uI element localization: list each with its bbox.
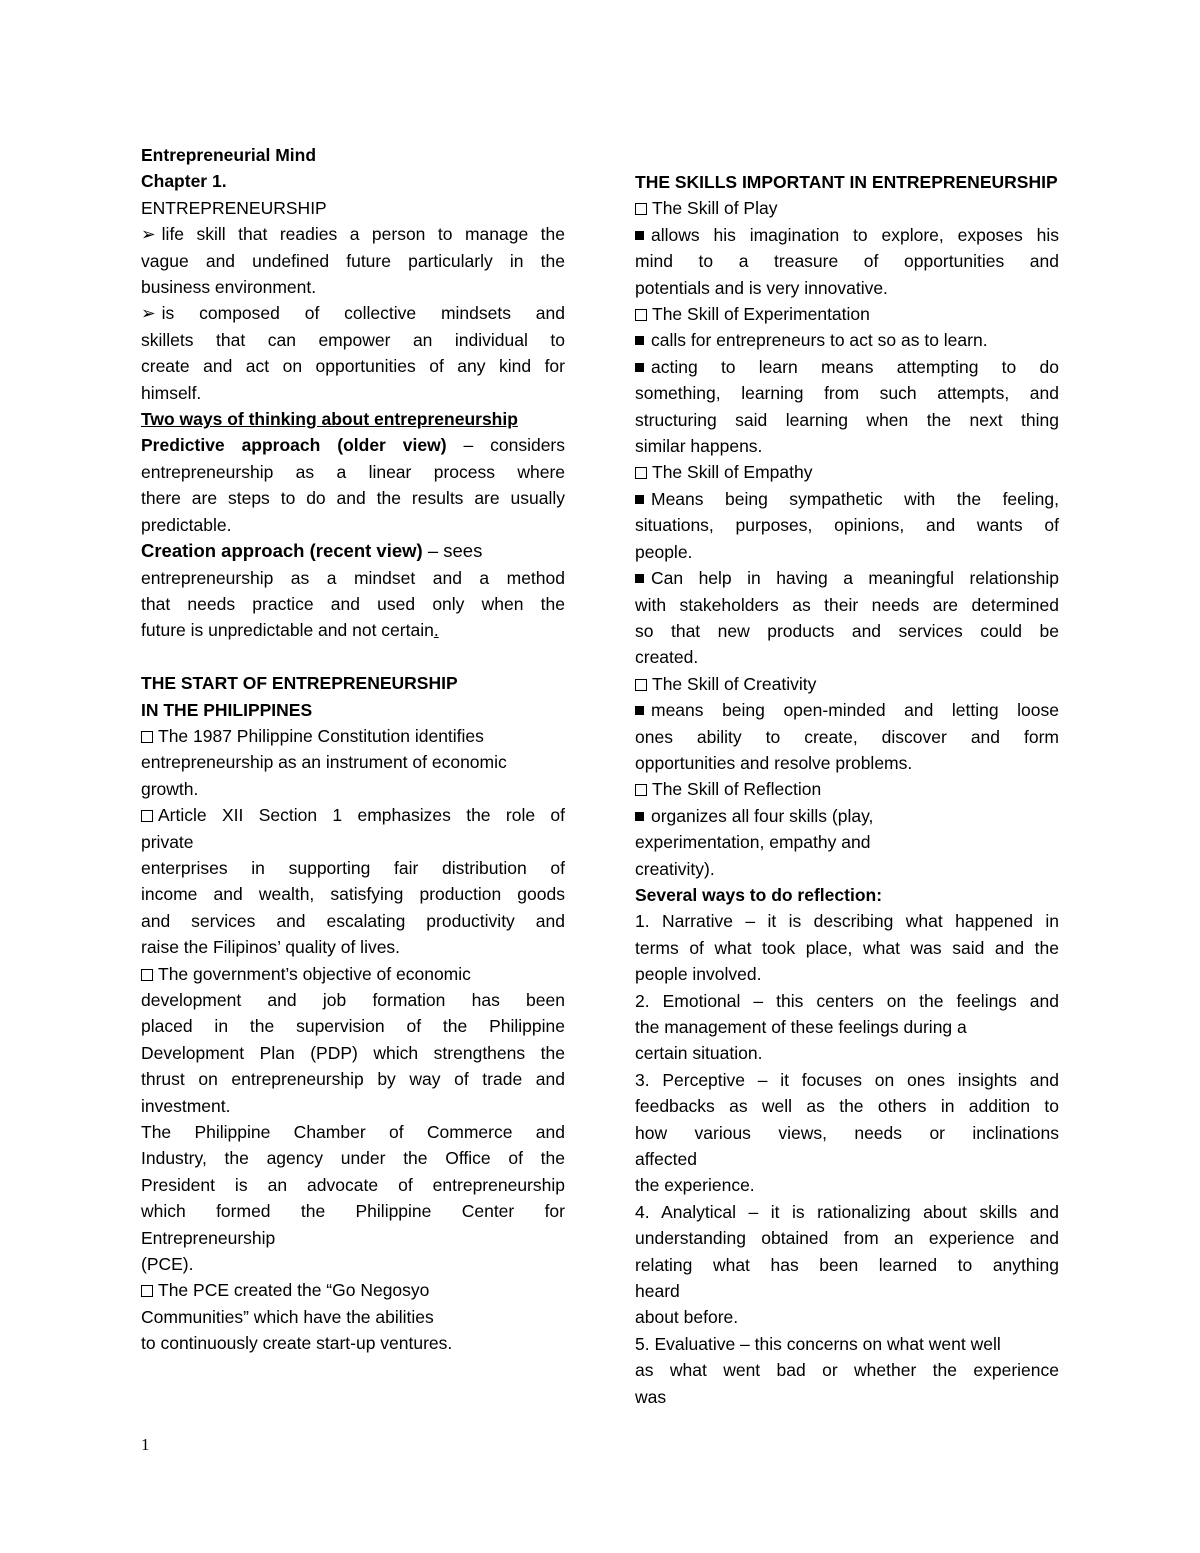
skill-line: ones ability to create, discover and form [635, 726, 1059, 747]
paragraph-line: and services and escalating productivity and [141, 910, 565, 931]
predictive-approach-line: entrepreneurship as a linear process where [141, 461, 565, 482]
paragraph-line: Entrepreneurship [141, 1227, 276, 1248]
square-bullet-icon [635, 706, 644, 715]
square-bullet-icon [635, 812, 644, 821]
skill-line: similar happens. [635, 436, 763, 457]
definition-line: ➢ life skill that readies a person to manage the [141, 221, 565, 247]
reflection-way-line: how various views, needs or inclinations [635, 1122, 1059, 1143]
checkbox-bullet-icon [141, 810, 153, 822]
skill-title: The Skill of Reflection [635, 776, 1059, 802]
creation-approach-line: that needs practice and used only when the [141, 593, 565, 614]
skill-line: Can help in having a meaningful relationship [635, 565, 1059, 591]
start-heading: IN THE PHILIPPINES [141, 699, 313, 720]
paragraph-line: Communities” which have the abilities [141, 1306, 434, 1327]
skill-line: structuring said learning when the next thing [635, 409, 1059, 430]
predictive-approach-line: Predictive approach (older view) – considers [141, 435, 565, 456]
square-bullet-icon [635, 574, 644, 583]
paragraph-line: Industry, the agency under the Office of the [141, 1148, 565, 1169]
reflection-way-line: about before. [635, 1307, 739, 1328]
skill-line: situations, purposes, opinions, and wants of [635, 515, 1059, 536]
skill-title: The Skill of Play [635, 195, 1059, 221]
skill-line: so that new products and services could be [635, 620, 1059, 641]
creation-approach-line: entrepreneurship as a mindset and a method [141, 567, 565, 588]
checkbox-item-line: The PCE created the “Go Negosyo [141, 1277, 565, 1303]
square-bullet-icon [635, 363, 644, 372]
predictive-approach-line: there are steps to do and the results are usually [141, 488, 565, 509]
skill-line: potentials and is very innovative. [635, 277, 888, 298]
skill-line: calls for entrepreneurs to act so as to learn. [635, 327, 1059, 353]
right-column [635, 169, 1059, 1410]
definition-line: create and act on opportunities of any kind for [141, 356, 565, 377]
checkbox-item-line: The government’s objective of economic [141, 961, 565, 987]
checkbox-item-line: The 1987 Philippine Constitution identifies [141, 723, 565, 749]
reflection-way-line: the management of these feelings during a [635, 1017, 967, 1037]
square-bullet-icon [635, 336, 644, 345]
definition-line: business environment. [141, 277, 317, 298]
paragraph-line: to continuously create start-up ventures. [141, 1333, 453, 1354]
definition-line: ➢ is composed of collective mindsets and [141, 300, 565, 326]
blank-line [141, 644, 565, 670]
definition-line: skillets that can empower an individual to [141, 329, 565, 350]
skill-line: mind to a treasure of opportunities and [635, 251, 1059, 272]
skill-line: creativity). [635, 858, 715, 879]
square-bullet-icon [635, 231, 644, 240]
subheading-two-ways: Two ways of thinking about entrepreneurship [141, 409, 518, 430]
skill-line: created. [635, 647, 699, 668]
paragraph-line: investment. [141, 1095, 231, 1116]
reflection-way-line: 2. Emotional – this centers on the feelings and [635, 990, 1059, 1011]
checkbox-bullet-icon [635, 784, 647, 796]
reflection-way-line: 3. Perceptive – it focuses on ones insights and [635, 1069, 1059, 1090]
reflection-way-line: understanding obtained from an experience and [635, 1228, 1059, 1249]
skill-line: opportunities and resolve problems. [635, 752, 913, 773]
document-title: Entrepreneurial Mind [141, 145, 317, 165]
reflection-way-line: heard [635, 1281, 680, 1302]
paragraph-line: Development Plan (PDP) which strengthens the [141, 1042, 565, 1063]
checkbox-item-line: Article XII Section 1 emphasizes the role of [141, 802, 565, 828]
skill-line: experimentation, empathy and [635, 832, 871, 853]
definition-line: vague and undefined future particularly in the [141, 250, 565, 271]
checkbox-bullet-icon [635, 309, 647, 321]
paragraph-line: placed in the supervision of the Philippine [141, 1016, 565, 1037]
reflection-way-line: certain situation. [635, 1043, 763, 1064]
reflection-way-line: the experience. [635, 1175, 755, 1196]
skill-title: The Skill of Empathy [635, 459, 1059, 485]
skill-line: organizes all four skills (play, [635, 803, 1059, 829]
paragraph-line: income and wealth, satisfying production goods [141, 884, 565, 905]
predictive-approach-line: predictable. [141, 514, 232, 535]
checkbox-bullet-icon [635, 203, 647, 215]
reflection-way-line: 1. Narrative – it is describing what happened in [635, 911, 1059, 932]
paragraph-line: enterprises in supporting fair distribution of [141, 857, 565, 878]
skill-line: means being open-minded and letting loose [635, 697, 1059, 723]
paragraph-line: growth. [141, 778, 199, 799]
reflection-way-line: affected [635, 1149, 697, 1170]
skill-line: allows his imagination to explore, exposes his [635, 222, 1059, 248]
checkbox-bullet-icon [635, 679, 647, 691]
reflection-way-line: terms of what took place, what was said and the [635, 937, 1059, 958]
paragraph-line: raise the Filipinos’ quality of lives. [141, 937, 401, 958]
skill-line: something, learning from such attempts, and [635, 383, 1059, 404]
reflection-ways-heading: Several ways to do reflection: [635, 884, 883, 905]
skill-title: The Skill of Creativity [635, 671, 1059, 697]
checkbox-bullet-icon [141, 731, 153, 743]
skill-line: Means being sympathetic with the feeling, [635, 486, 1059, 512]
skill-line: with stakeholders as their needs are determined [635, 594, 1059, 615]
reflection-way-line: people involved. [635, 964, 762, 985]
reflection-way-line: 4. Analytical – it is rationalizing about skills and [635, 1201, 1059, 1222]
paragraph-line: The Philippine Chamber of Commerce and [141, 1122, 565, 1143]
reflection-way-line: was [635, 1386, 667, 1407]
skill-line: acting to learn means attempting to do [635, 354, 1059, 380]
paragraph-line: entrepreneurship as an instrument of economic [141, 752, 507, 773]
section-heading: ENTREPRENEURSHIP [141, 197, 327, 218]
checkbox-bullet-icon [141, 1285, 153, 1297]
arrow-bullet-icon: ➢ [141, 224, 156, 245]
paragraph-line: thrust on entrepreneurship by way of trade and [141, 1069, 565, 1090]
start-heading: THE START OF ENTREPRENEURSHIP [141, 673, 458, 694]
checkbox-bullet-icon [141, 969, 153, 981]
reflection-way-line: 5. Evaluative – this concerns on what went well [635, 1333, 1001, 1354]
creation-approach-line: future is unpredictable and not certain. [141, 620, 439, 641]
reflection-way-line: feedbacks as well as the others in addition to [635, 1096, 1059, 1117]
skill-line: people. [635, 541, 693, 562]
skills-heading: THE SKILLS IMPORTANT IN ENTREPRENEURSHIP [635, 172, 1058, 192]
checkbox-bullet-icon [635, 467, 647, 479]
paragraph-line: President is an advocate of entrepreneurship [141, 1174, 565, 1195]
creation-approach-line: Creation approach (recent view) – sees [141, 540, 483, 562]
page-number: 1 [141, 1435, 150, 1454]
left-column [141, 142, 565, 1357]
reflection-way-line: relating what has been learned to anything [635, 1254, 1059, 1275]
paragraph-line: which formed the Philippine Center for [141, 1201, 565, 1222]
chapter-label: Chapter 1. [141, 171, 227, 192]
paragraph-line: (PCE). [141, 1254, 194, 1275]
definition-line: himself. [141, 382, 202, 403]
arrow-bullet-icon: ➢ [141, 303, 156, 324]
paragraph-line: development and job formation has been [141, 989, 565, 1010]
reflection-way-line: as what went bad or whether the experience [635, 1360, 1059, 1381]
square-bullet-icon [635, 495, 644, 504]
skill-title: The Skill of Experimentation [635, 301, 1059, 327]
paragraph-line: private [141, 831, 194, 852]
